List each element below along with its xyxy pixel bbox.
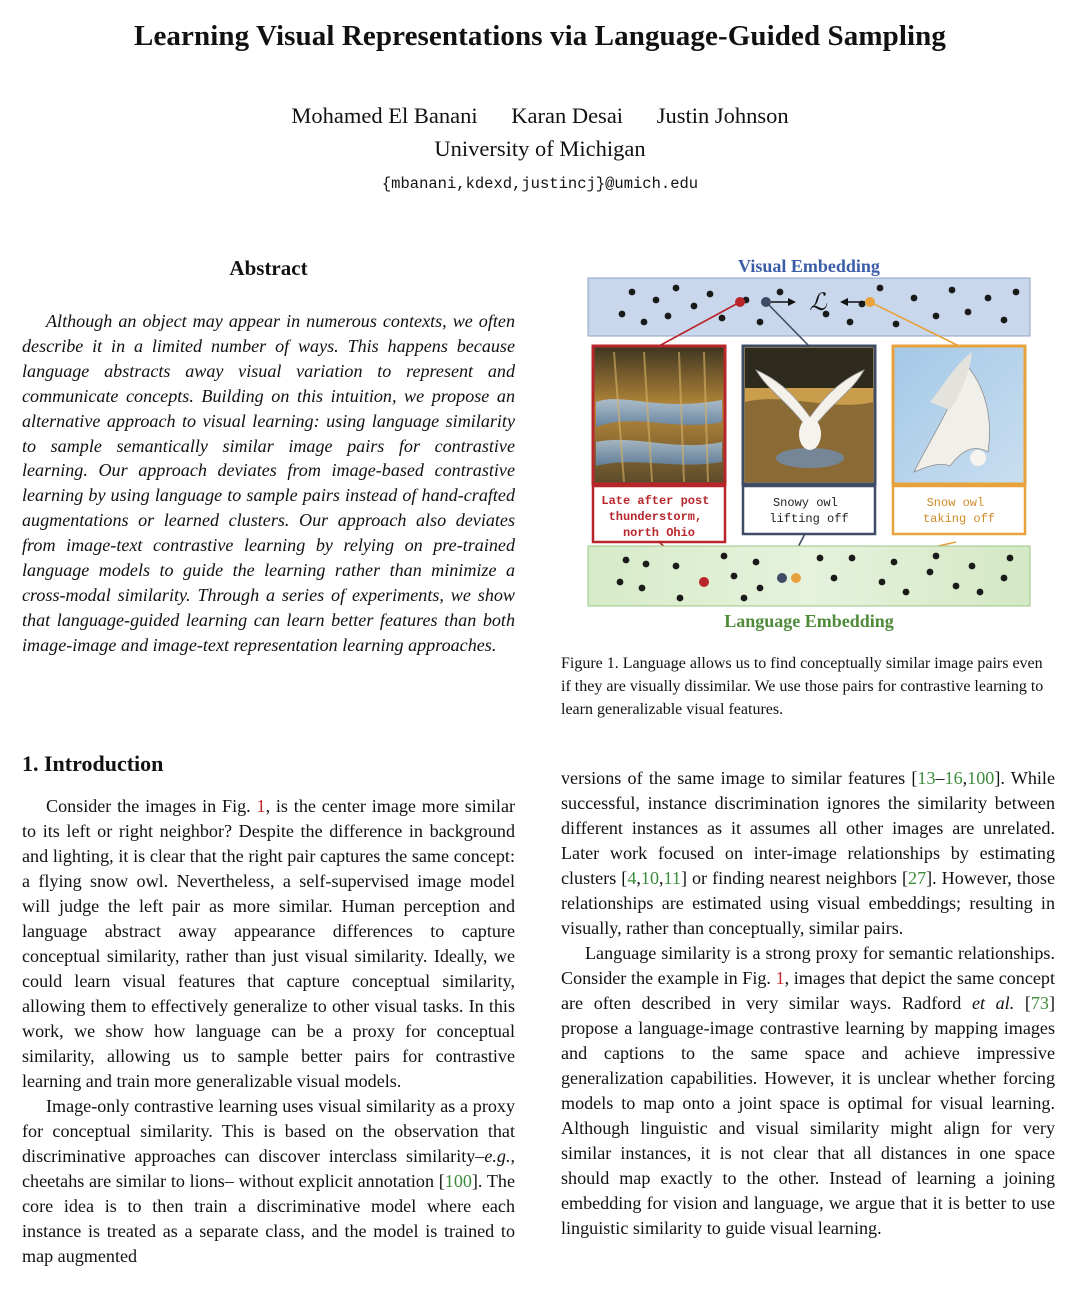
citation-link[interactable]: 16 xyxy=(944,768,963,788)
paragraph: Consider the images in Fig. 1, is the center image more similar to its left or right neighbor? Despite the difference in background and lighting, it is clear that the right pair captures the same concept: a flying snow owl. Nevertheless, a self-supervised image model will judge the left pair as more similar. Human perception and language abstract away appearance differences to capture conceptual similarity, rather than just visual similarity. Ideally, we could learn visual features that capture conceptual similarity, allowing them to effectively generalize to other visual tasks. In this work, we show how language can be a proxy for conceptual similarity, allowing us to sample better pairs for contrastive learning and train more generalizable visual models. xyxy=(22,796,515,1091)
loss-symbol: ℒ xyxy=(809,290,827,316)
citation-link[interactable]: 100 xyxy=(967,768,995,788)
caption-box-orange xyxy=(893,486,1025,534)
language-point-orange xyxy=(791,573,801,583)
citation-link[interactable]: 1 xyxy=(256,796,266,816)
section-heading: 1. Introduction xyxy=(22,751,164,776)
intro-left-column xyxy=(22,794,515,1269)
citation-link[interactable]: 100 xyxy=(444,1171,472,1191)
caption-line: lifting off xyxy=(769,512,849,526)
paragraph: Image-only contrastive learning uses visual similarity as a proxy for conceptual similarity. This is based on the observation that discriminative approaches can discover interclass similarity–e.g., cheetahs are similar to lions– without explicit annotation [100]. The core idea is to then train a discriminative model where each instance is treated as a separate class, and the model is trained to map augmented xyxy=(22,1096,515,1266)
caption-line: thunderstorm, xyxy=(608,510,703,524)
language-embedding-band xyxy=(588,546,1030,606)
visual-point-orange xyxy=(865,297,875,307)
affiliation: University of Michigan xyxy=(434,136,646,161)
citation-link[interactable]: 1 xyxy=(775,968,785,988)
photo-flooded-marsh xyxy=(593,346,725,484)
visual-embedding-label: Visual Embedding xyxy=(738,256,880,276)
citation-link[interactable]: 4 xyxy=(627,868,637,888)
abstract-text: Although an object may appear in numerous contexts, we often describe it in a limited number of ways. This happens because language abstracts away visual variation to represent and communicate concepts. Building on this intuition, we propose an alternative approach to visual learning: using language similarity to sample semantically similar image pairs for contrastive learning. Our approach deviates from image-based contrastive learning by using language to sample pairs instead of hand-crafted augmentations or learned clusters. Our approach also deviates from image-text contrastive learning by relying on pre-trained language models to guide the learning rather than minimize a cross-modal similarity. Through a series of experiments, we show that language-guided learning can learn better features than both image-image and image-text representation learning approaches. xyxy=(22,311,515,655)
emphasis: et al. xyxy=(971,993,1015,1013)
visual-point-navy xyxy=(761,297,771,307)
citation-link[interactable]: 13 xyxy=(917,768,936,788)
caption-box-navy xyxy=(743,486,875,534)
language-embedding-label: Language Embedding xyxy=(724,611,894,631)
citation-link[interactable]: 27 xyxy=(908,868,927,888)
caption-line: Snow owl xyxy=(926,496,985,510)
paragraph: versions of the same image to similar features [13–16,100]. While successful, instance discrimination ignores the similarity between different instances as it assumes all other images are unrelated. Later work focused on inter-image relationships by estimating clusters [4,10,11] or finding nearest neighbors [27]. However, those relationships are estimated using visual embeddings; resulting in visually, rather than conceptually, similar pairs. xyxy=(561,768,1055,938)
author-name: Justin Johnson xyxy=(656,103,789,128)
author-list xyxy=(0,103,1080,129)
figure-1 xyxy=(584,252,1034,637)
intro-right-column xyxy=(561,766,1055,1241)
citation-link[interactable]: 11 xyxy=(663,868,681,888)
caption-line: Snowy owl xyxy=(772,496,838,510)
caption-line: Late after post xyxy=(601,494,710,508)
caption-box-red xyxy=(593,486,725,542)
caption-line: taking off xyxy=(922,512,996,526)
photo-owl-taking-off xyxy=(893,346,1025,484)
paragraph: Language similarity is a strong proxy for semantic relationships. Consider the example in Fig. 1, images that depict the same concept are often described in very similar ways. Radford et al. [73] propose a language-image contrastive learning by mapping images and captions to the same space and achieve impressive generalization capabilities. However, it is unclear whether forcing models to map onto a joint space is optimal for visual learning. Although linguistic and visual similarity might align for very similar instances, it is not clear that all distances in one space should map exactly to the other. Instead of learning a joining embedding for vision and language, we argue that it is better to use linguistic similarity to guide visual learning. xyxy=(561,943,1055,1238)
figure-caption: Figure 1. Language allows us to find conceptually similar image pairs even if they are visually dissimilar. We use those pairs for contrastive learning to learn generalizable visual features. xyxy=(561,655,1044,718)
abstract-heading: Abstract xyxy=(229,256,308,280)
language-point-navy xyxy=(777,573,787,583)
photo-owl-lifting-off xyxy=(743,346,875,484)
visual-point-red xyxy=(735,297,745,307)
citation-link[interactable]: 73 xyxy=(1030,993,1049,1013)
author-email: {mbanani,kdexd,justincj}@umich.edu xyxy=(381,175,699,193)
paper-title: Learning Visual Representations via Language-Guided Sampling xyxy=(134,20,946,52)
author-name: Karan Desai xyxy=(511,103,624,128)
language-point-red xyxy=(699,577,709,587)
author-name: Mohamed El Banani xyxy=(291,103,478,128)
emphasis: e.g. xyxy=(484,1146,511,1166)
caption-line: north Ohio xyxy=(622,526,696,540)
citation-link[interactable]: 10 xyxy=(640,868,659,888)
